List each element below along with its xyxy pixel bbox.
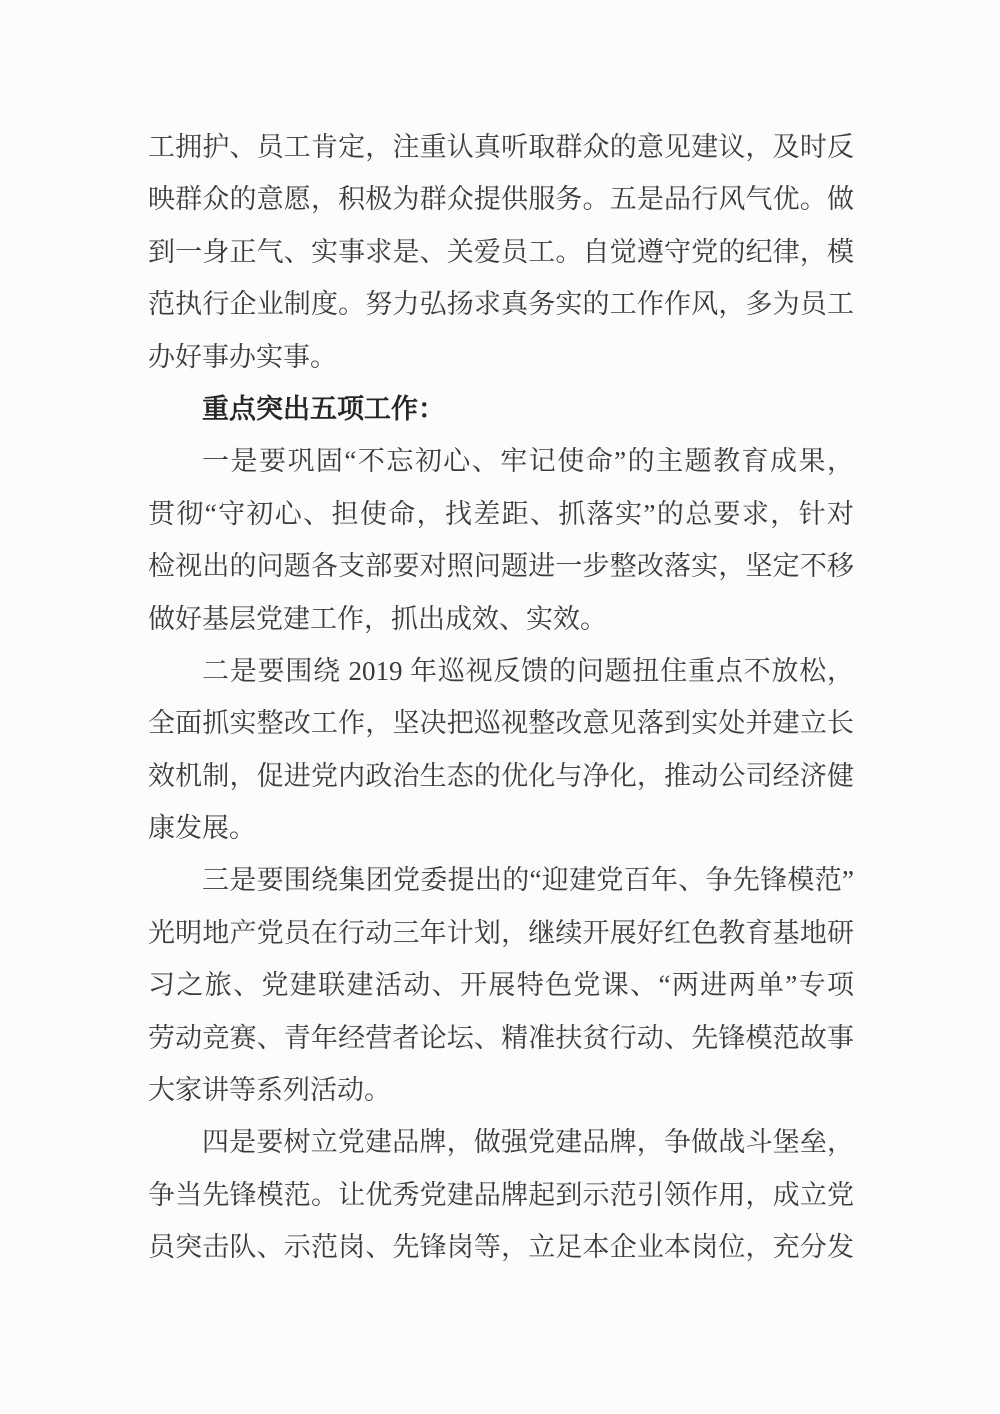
text-line: 争当先锋模范。让优秀党建品牌起到示范引领作用，成立党 xyxy=(148,1179,854,1210)
text-line: 做好基层党建工作，抓出成效、实效。 xyxy=(148,603,607,634)
text-line: 二是要围绕 2019 年巡视反馈的问题扭住重点不放松， xyxy=(202,655,854,686)
text-line: 四是要树立党建品牌，做强党建品牌，争做战斗堡垒， xyxy=(202,1127,854,1158)
text-line: 效机制，促进党内政治生态的优化与净化，推动公司经济健 xyxy=(148,760,854,791)
para-continuation-from-previous-page xyxy=(148,121,854,383)
text-line: 重点突出五项工作： xyxy=(202,393,445,424)
text-line: 员突击队、示范岗、先锋岗等，立足本企业本岗位，充分发 xyxy=(148,1232,854,1263)
text-line: 劳动竞赛、青年经营者论坛、精准扶贫行动、先锋模范故事 xyxy=(148,1022,854,1053)
text-line: 全面抓实整改工作，坚决把巡视整改意见落到实处并建立长 xyxy=(148,708,854,739)
text-line: 办好事办实事。 xyxy=(148,341,337,372)
text-line: 康发展。 xyxy=(148,813,256,844)
text-line: 工拥护、员工肯定，注重认真听取群众的意见建议，及时反 xyxy=(148,132,854,162)
para-task-four-continues-next-page xyxy=(148,1116,854,1273)
heading-five-key-tasks xyxy=(148,383,854,435)
text-line: 检视出的问题各支部要对照问题进一步整改落实，坚定不移 xyxy=(148,551,854,582)
para-task-two xyxy=(148,645,854,855)
para-task-one xyxy=(148,435,854,645)
text-line: 映群众的意愿，积极为群众提供服务。五是品行风气优。做 xyxy=(148,184,854,215)
text-line: 习之旅、党建联建活动、开展特色党课、“两进两单”专项 xyxy=(148,970,854,1001)
document-text-block xyxy=(148,121,854,1274)
text-line: 到一身正气、实事求是、关爱员工。自觉遵守党的纪律，模 xyxy=(148,236,854,267)
text-line: 范执行企业制度。努力弘扬求真务实的工作作风，多为员工 xyxy=(148,289,854,320)
para-task-three xyxy=(148,854,854,1116)
text-line: 一是要巩固“不忘初心、牢记使命”的主题教育成果， xyxy=(202,446,854,477)
text-line: 贯彻“守初心、担使命，找差距、抓落实”的总要求，针对 xyxy=(148,498,854,529)
text-line: 光明地产党员在行动三年计划，继续开展好红色教育基地研 xyxy=(148,917,854,948)
text-line: 三是要围绕集团党委提出的“迎建党百年、争先锋模范” xyxy=(202,865,854,896)
text-line: 大家讲等系列活动。 xyxy=(148,1075,391,1106)
